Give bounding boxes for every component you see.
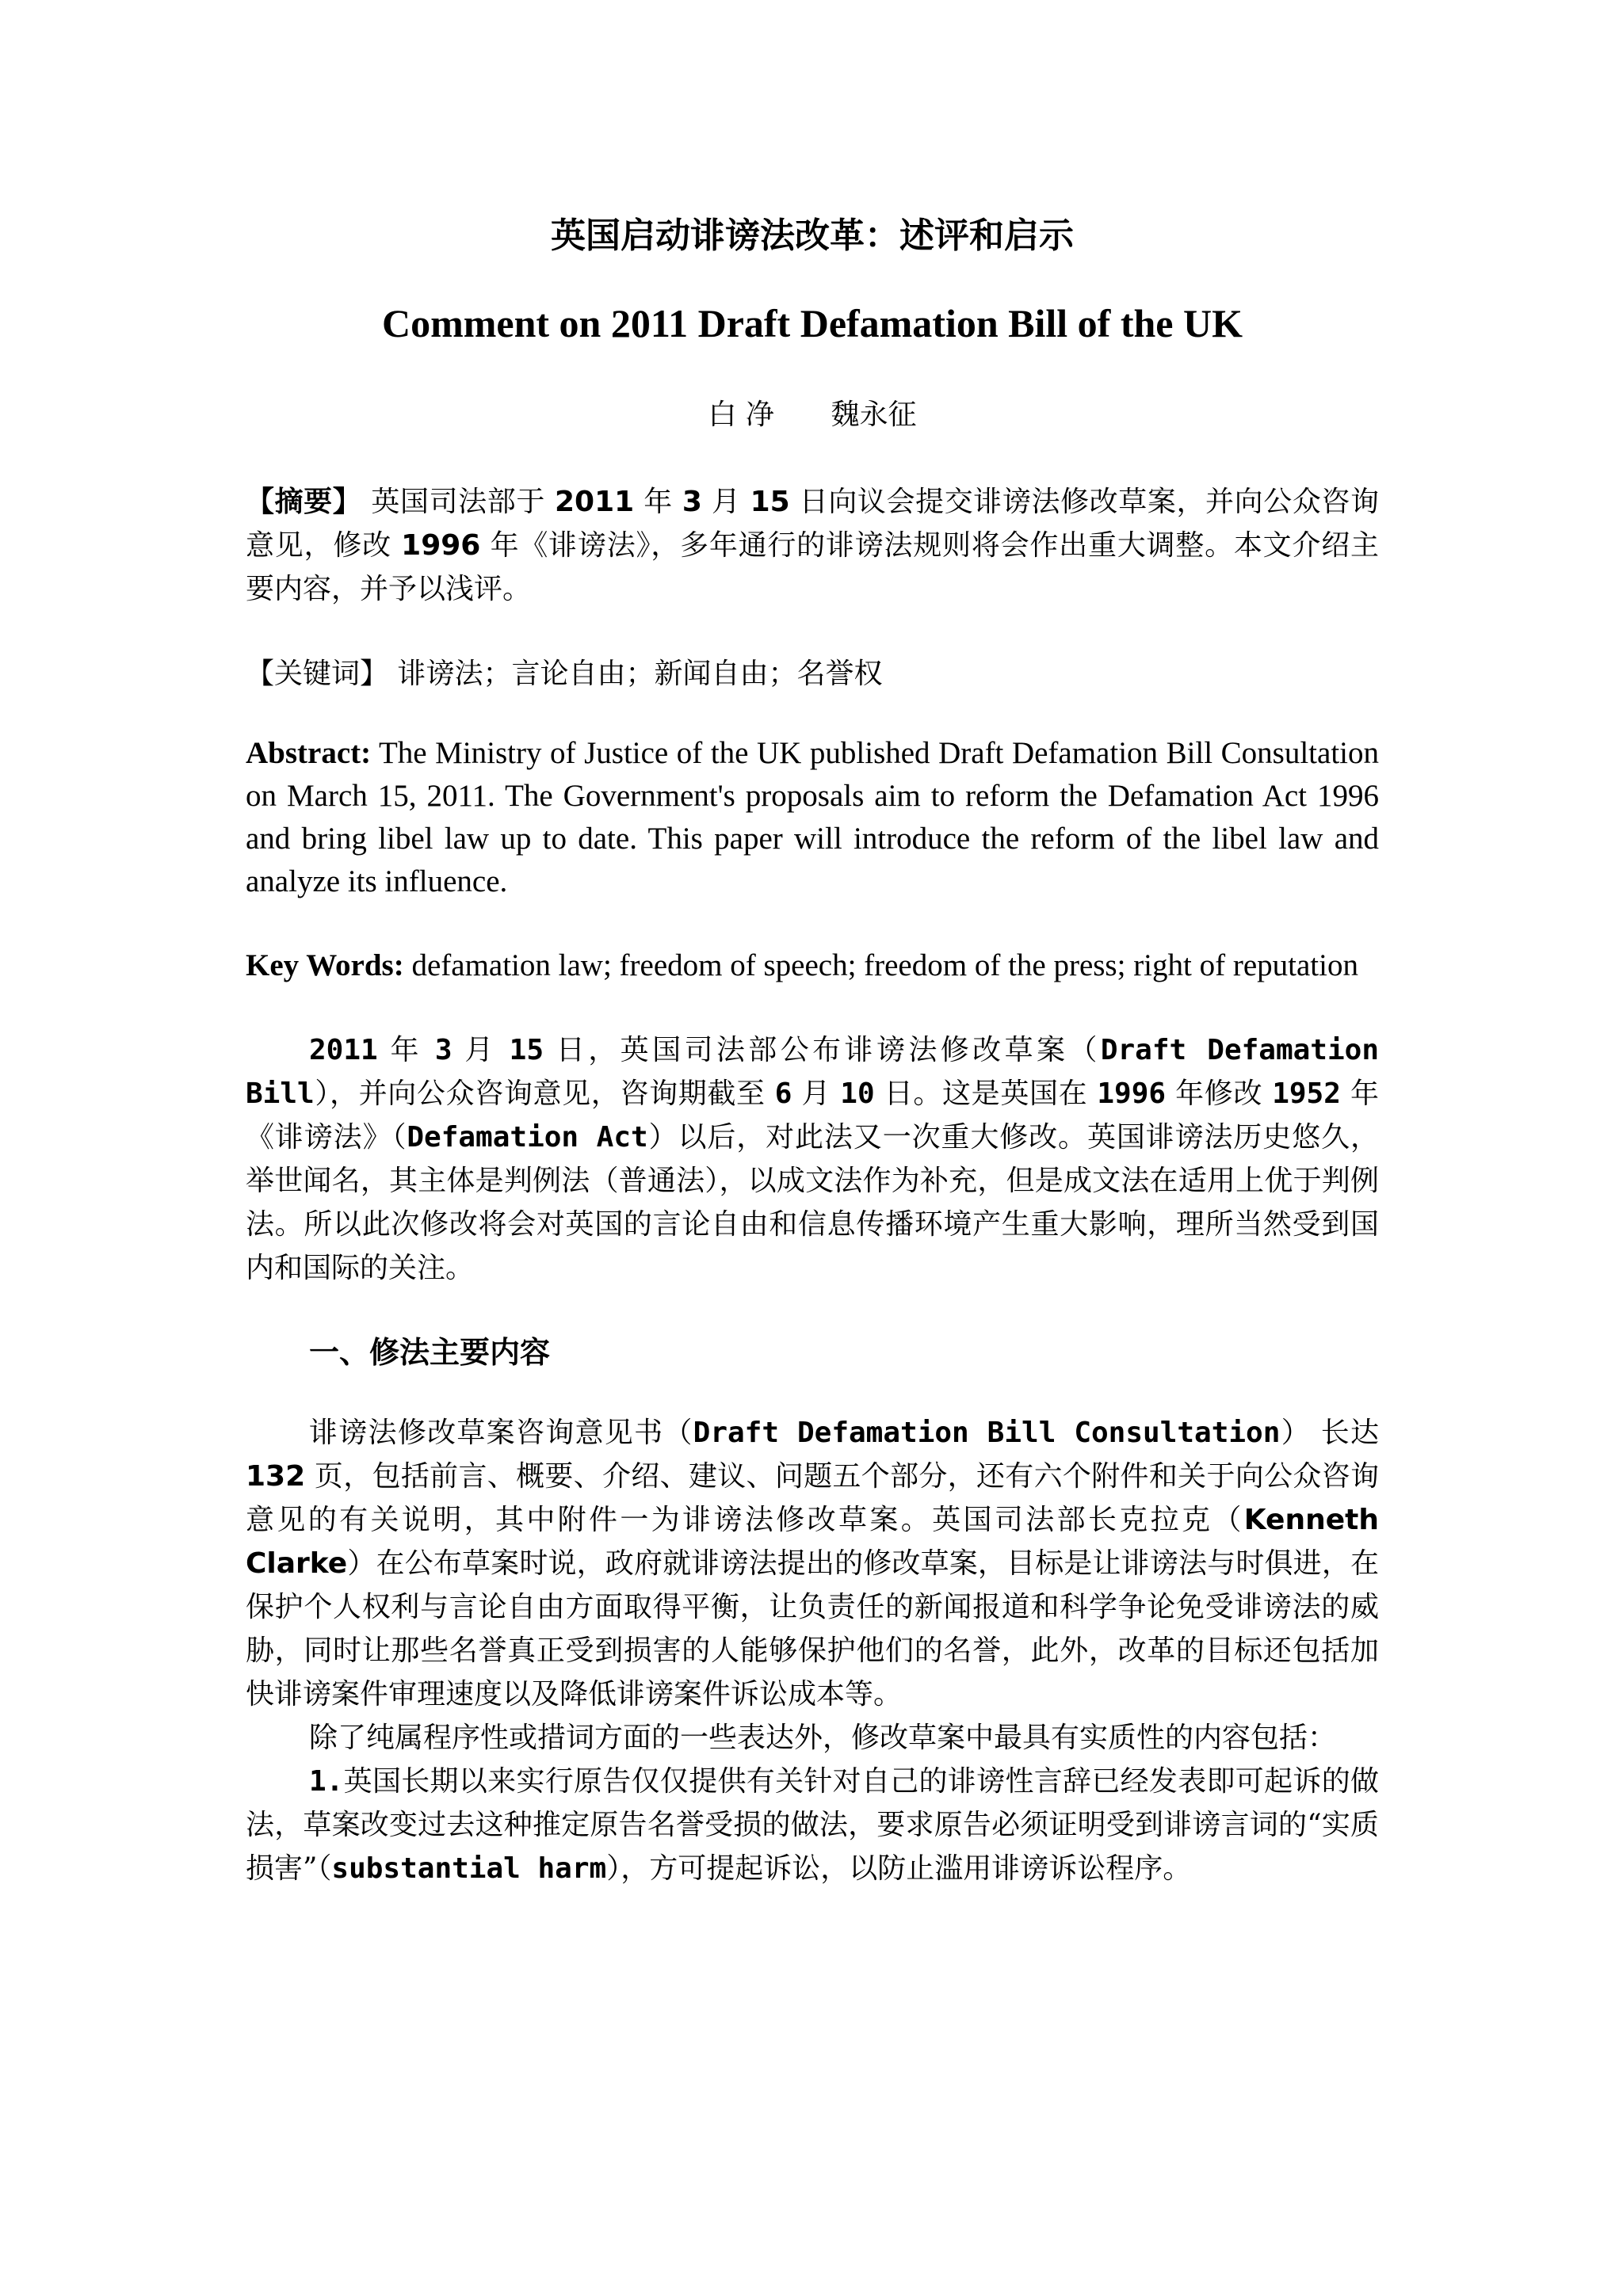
title-chinese: 英国启动诽谤法改革：述评和启示 <box>551 215 1074 256</box>
text: 日。这是英国在 <box>874 1077 1098 1110</box>
abstract-en-label: Abstract: <box>246 736 372 770</box>
text: 月 <box>792 1077 841 1110</box>
num: 15 <box>509 1034 544 1066</box>
keywords-en-label: Key Words: <box>246 948 404 982</box>
text: 年 <box>634 486 682 518</box>
text: ） 长达 <box>1280 1417 1379 1449</box>
keywords-en-text: defamation law; freedom of speech; freedom of the press; right of reputation <box>403 948 1358 982</box>
text: ）以后，对此法又一次重大修改。英国诽谤法历史悠久，举世闻名，其主体是判例法（普通法），以成文法作为补充，但是成文法在适用上优于判例法。所以此次修改将会对英国的言论自由和信息传播环境产生重大影响，理所当然受到国内和国际的关注。 <box>246 1121 1379 1284</box>
num: 10 <box>840 1077 875 1110</box>
keywords-label: 【关键词】 <box>246 658 389 690</box>
abstract-chinese <box>246 480 1379 611</box>
day: 15 <box>750 486 790 518</box>
text: 诽谤法修改草案咨询意见书（ <box>309 1417 693 1449</box>
title-english: Comment on 2011 Draft Defamation Bill of the UK <box>382 301 1243 345</box>
body-paragraph-2 <box>246 1411 1379 1716</box>
list-number: 1. <box>309 1765 344 1798</box>
month: 3 <box>682 486 702 518</box>
text: ），并向公众咨询意见，咨询期截至 <box>314 1077 775 1110</box>
authors <box>246 396 1379 434</box>
num: 1952 <box>1272 1077 1341 1110</box>
num: 3 <box>434 1034 453 1066</box>
year: 1996 <box>401 529 481 562</box>
text: 英国司法部于 <box>361 486 555 518</box>
abstract-label: 【摘要】 <box>246 485 362 518</box>
num: 2011 <box>309 1034 378 1066</box>
section-heading-1: 一、修法主要内容 <box>309 1335 551 1370</box>
keywords-english <box>246 944 1379 987</box>
body-paragraph-3: 除了纯属程序性或措词方面的一些表达外，修改草案中最具有实质性的内容包括： <box>309 1722 1337 1754</box>
author-1: 白 净 <box>708 399 774 431</box>
body-paragraph-4 <box>246 1760 1379 1890</box>
text: 英国长期以来实行原告仅仅提供有关针对自己的诽谤性言辞已经发表即可起诉的做法，草案改变过去这种推定原告名誉受损的做法，要求原告必须证明受到诽谤言词的“实质损害”（ <box>246 1765 1379 1885</box>
keywords-chinese <box>246 652 1379 696</box>
text: ）在公布草案时说，政府就诽谤法提出的修改草案，目标是让诽谤法与时俱进，在保护个人权利与言论自由方面取得平衡，让负责任的新闻报道和科学争论免受诽谤法的威胁，同时让那些名誉真正受到损害的人能够保护他们的名誉，此外，改革的目标还包括加快诽谤案件审理速度以及降低诽谤案件诉讼成本等。 <box>246 1547 1379 1711</box>
year: 2011 <box>555 486 635 518</box>
english-term: substantial harm <box>331 1852 607 1885</box>
abstract-en-text: The Ministry of Justice of the UK published Draft Defamation Bill Consultation on March 15, 2011. The Government's proposals aim to reform the Defamation Act 1996 and bring libel law up to date. This paper will introduce the reform of the libel law and analyze its influence. <box>246 736 1379 898</box>
text: 日，英国司法部公布诽谤法修改草案（ <box>544 1034 1101 1066</box>
num: 6 <box>774 1077 792 1110</box>
num: 1996 <box>1097 1077 1167 1110</box>
body-paragraph-1 <box>246 1028 1379 1290</box>
english-term: Kenneth Clarke <box>246 1504 1379 1580</box>
abstract-english <box>246 732 1379 903</box>
keywords-text: 诽谤法；言论自由；新闻自由；名誉权 <box>388 658 883 690</box>
text: 年《诽谤法》，多年通行的诽谤法规则将会作出重大调整。本文介绍主要内容，并予以浅评。 <box>246 529 1379 605</box>
english-term: Draft Defamation Bill Consultation <box>693 1417 1281 1449</box>
english-term: Defamation Act <box>407 1121 648 1154</box>
text: 月 <box>452 1034 510 1066</box>
text: 年 <box>377 1034 435 1066</box>
english-term: Draft Defamation Bill <box>246 1034 1380 1110</box>
author-2: 魏永征 <box>831 399 917 431</box>
text: 年修改 <box>1166 1077 1273 1110</box>
text: 月 <box>701 486 750 518</box>
text: 日向议会提交诽谤法修改草案，并向公众咨询意见，修改 <box>246 486 1379 562</box>
text: 页，包括前言、概要、介绍、建议、问题五个部分，还有六个附件和关于向公众咨询意见的有关说明，其中附件一为诽谤法修改草案。英国司法部长克拉克（ <box>246 1460 1379 1536</box>
text: ），方可提起诉讼，以防止滥用诽谤诉讼程序。 <box>606 1852 1192 1885</box>
num: 132 <box>246 1460 306 1493</box>
text: 年《诽谤法》（ <box>246 1077 1379 1154</box>
